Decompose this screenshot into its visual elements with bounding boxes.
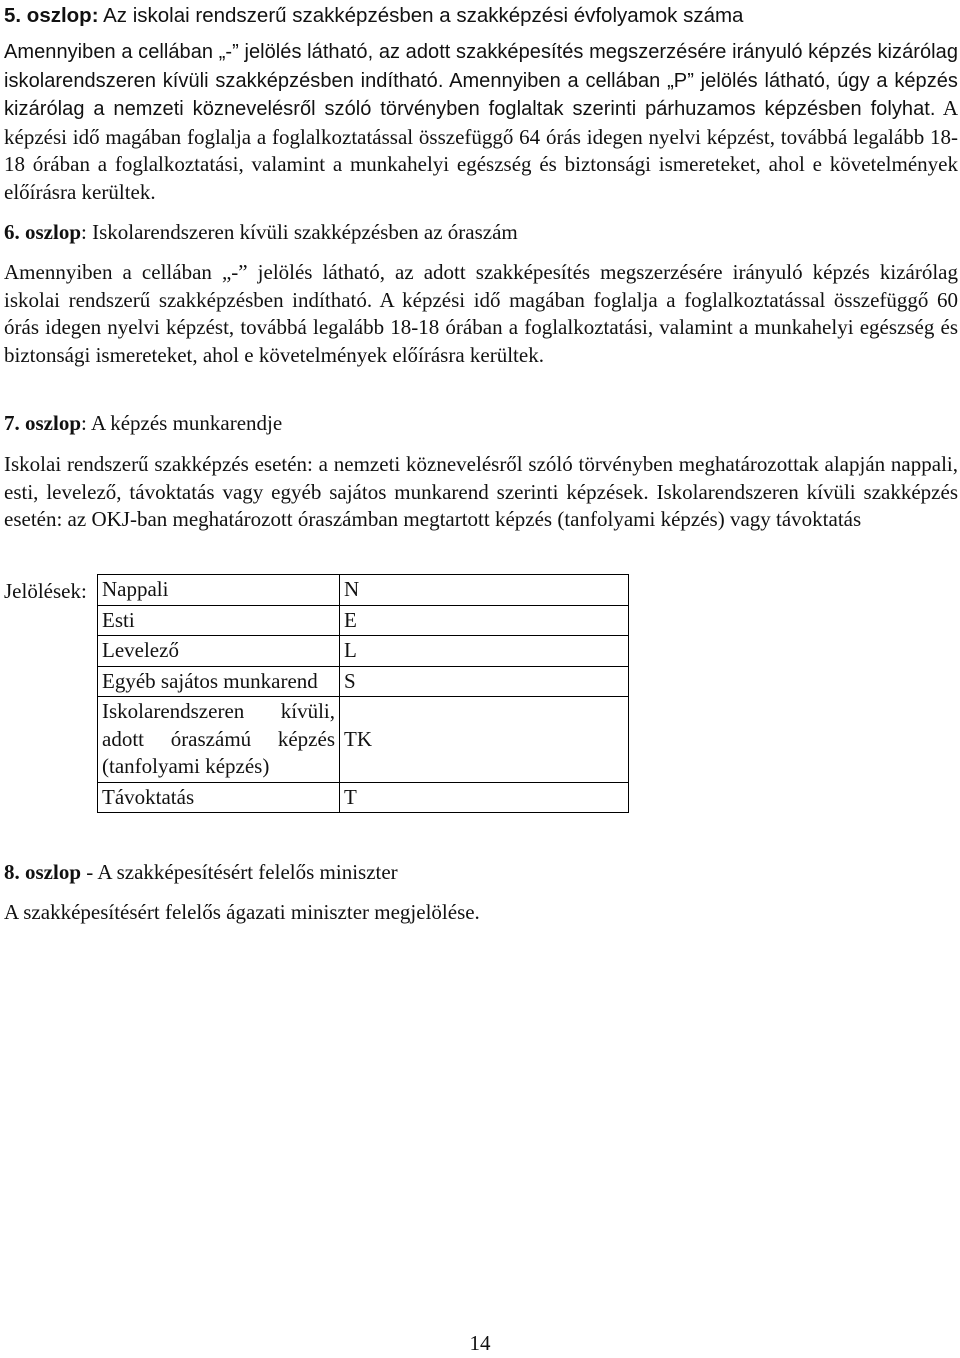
legend-label: Jelölések: (4, 579, 87, 603)
legend-table (97, 574, 629, 813)
legend-code: TK (340, 697, 629, 783)
legend-name: Esti (98, 605, 340, 636)
section-8-number: 8. oszlop (4, 860, 82, 884)
section-5-number: 5. oszlop: (4, 4, 99, 27)
page-number: 14 (469, 1331, 491, 1355)
legend-name: Egyéb sajátos munkarend (98, 666, 340, 697)
section-5-body (4, 38, 958, 206)
legend-name: Levelező (98, 636, 340, 667)
section-5-text-b: A képzési idő magában foglalja a foglalkoztatással összefüggő 64 órás idegen nyelvi képzést, továbbá legalább 18-18 órában a foglalkoztatási, valamint a munkahelyi egészség és biztonsági ismereteket, ahol e követelmények előírásra kerültek. (4, 96, 958, 204)
legend-code: S (340, 666, 629, 697)
section-5-paragraph (4, 38, 958, 206)
section-6-title: : Iskolarendszeren kívüli szakképzésben az óraszám (81, 220, 518, 244)
section-5-title: Az iskolai rendszerű szakképzésben a szakképzési évfolyamok száma (98, 4, 744, 27)
section-7-title: : A képzés munkarendje (81, 411, 283, 435)
section-7-heading-wrap (4, 410, 958, 438)
section-6-paragraph: Amennyiben a cellában „-” jelölés látható, az adott szakképesítés megszerzésére irányuló képzés kizárólag iskolai rendszerű szakképzésben indítható. A képzési idő magában foglalja a foglalkoztatással összefüggő 60 órás idegen nyelvi képzést, továbbá legalább 18-18 órában a foglalkoztatási, valamint a munkahelyi egészség és biztonsági ismereteket, ahol e követelmények előírásra kerültek. (4, 260, 958, 367)
legend-code: L (340, 636, 629, 667)
legend-code: E (340, 605, 629, 636)
legend-code: N (340, 575, 629, 606)
section-5-text-a: Amennyiben a cellában „-” jelölés látható, az adott szakképesítés megszerzésére irányuló képzés kizárólag iskolarendszeren kívüli szakképzésben indítható. Amennyiben a cellában „P” jelölés látható, úgy a képzés kizárólag a nemzeti köznevelésről szóló törvényben foglaltak szerinti párhuzamos képzésben folyhat. (4, 41, 958, 120)
section-7-paragraph: Iskolai rendszerű szakképzés esetén: a nemzeti köznevelésről szóló törvényben meghatározottak alapján nappali, esti, levelező, távoktatás vagy egyéb sajátos munkarend szerinti képzések. Iskolarendszeren kívüli szakképzés esetén: az OKJ-ban meghatározott óraszámban megtartott képzés (tanfolyami képzés) vagy távoktatás (4, 452, 958, 531)
section-6-number: 6. oszlop (4, 220, 82, 244)
legend-row (98, 575, 629, 606)
legend-name: Távoktatás (98, 782, 340, 813)
legend-row (98, 782, 629, 813)
section-8-body (4, 899, 958, 927)
section-6-heading (4, 219, 958, 247)
legend-row (98, 697, 629, 783)
section-5-heading (4, 2, 958, 30)
section-7-heading (4, 410, 958, 438)
legend-code: T (340, 782, 629, 813)
section-6-body (4, 259, 958, 369)
section-8-paragraph: A szakképesítésért felelős ágazati miniszter megjelölése. (4, 900, 480, 924)
legend-row (98, 605, 629, 636)
section-6-heading-wrap (4, 219, 958, 247)
section-8-title: - A szakképesítésért felelős miniszter (81, 860, 398, 884)
section-5 (4, 2, 958, 30)
legend-name: Iskolarendszeren kívüli, adott óraszámú képzés (tanfolyami képzés) (98, 697, 340, 783)
section-7-body (4, 451, 958, 534)
section-8-heading (4, 859, 958, 887)
section-7-number: 7. oszlop (4, 411, 82, 435)
section-8-heading-wrap (4, 859, 958, 887)
legend-name: Nappali (98, 575, 340, 606)
legend-row (98, 636, 629, 667)
legend-row (98, 666, 629, 697)
